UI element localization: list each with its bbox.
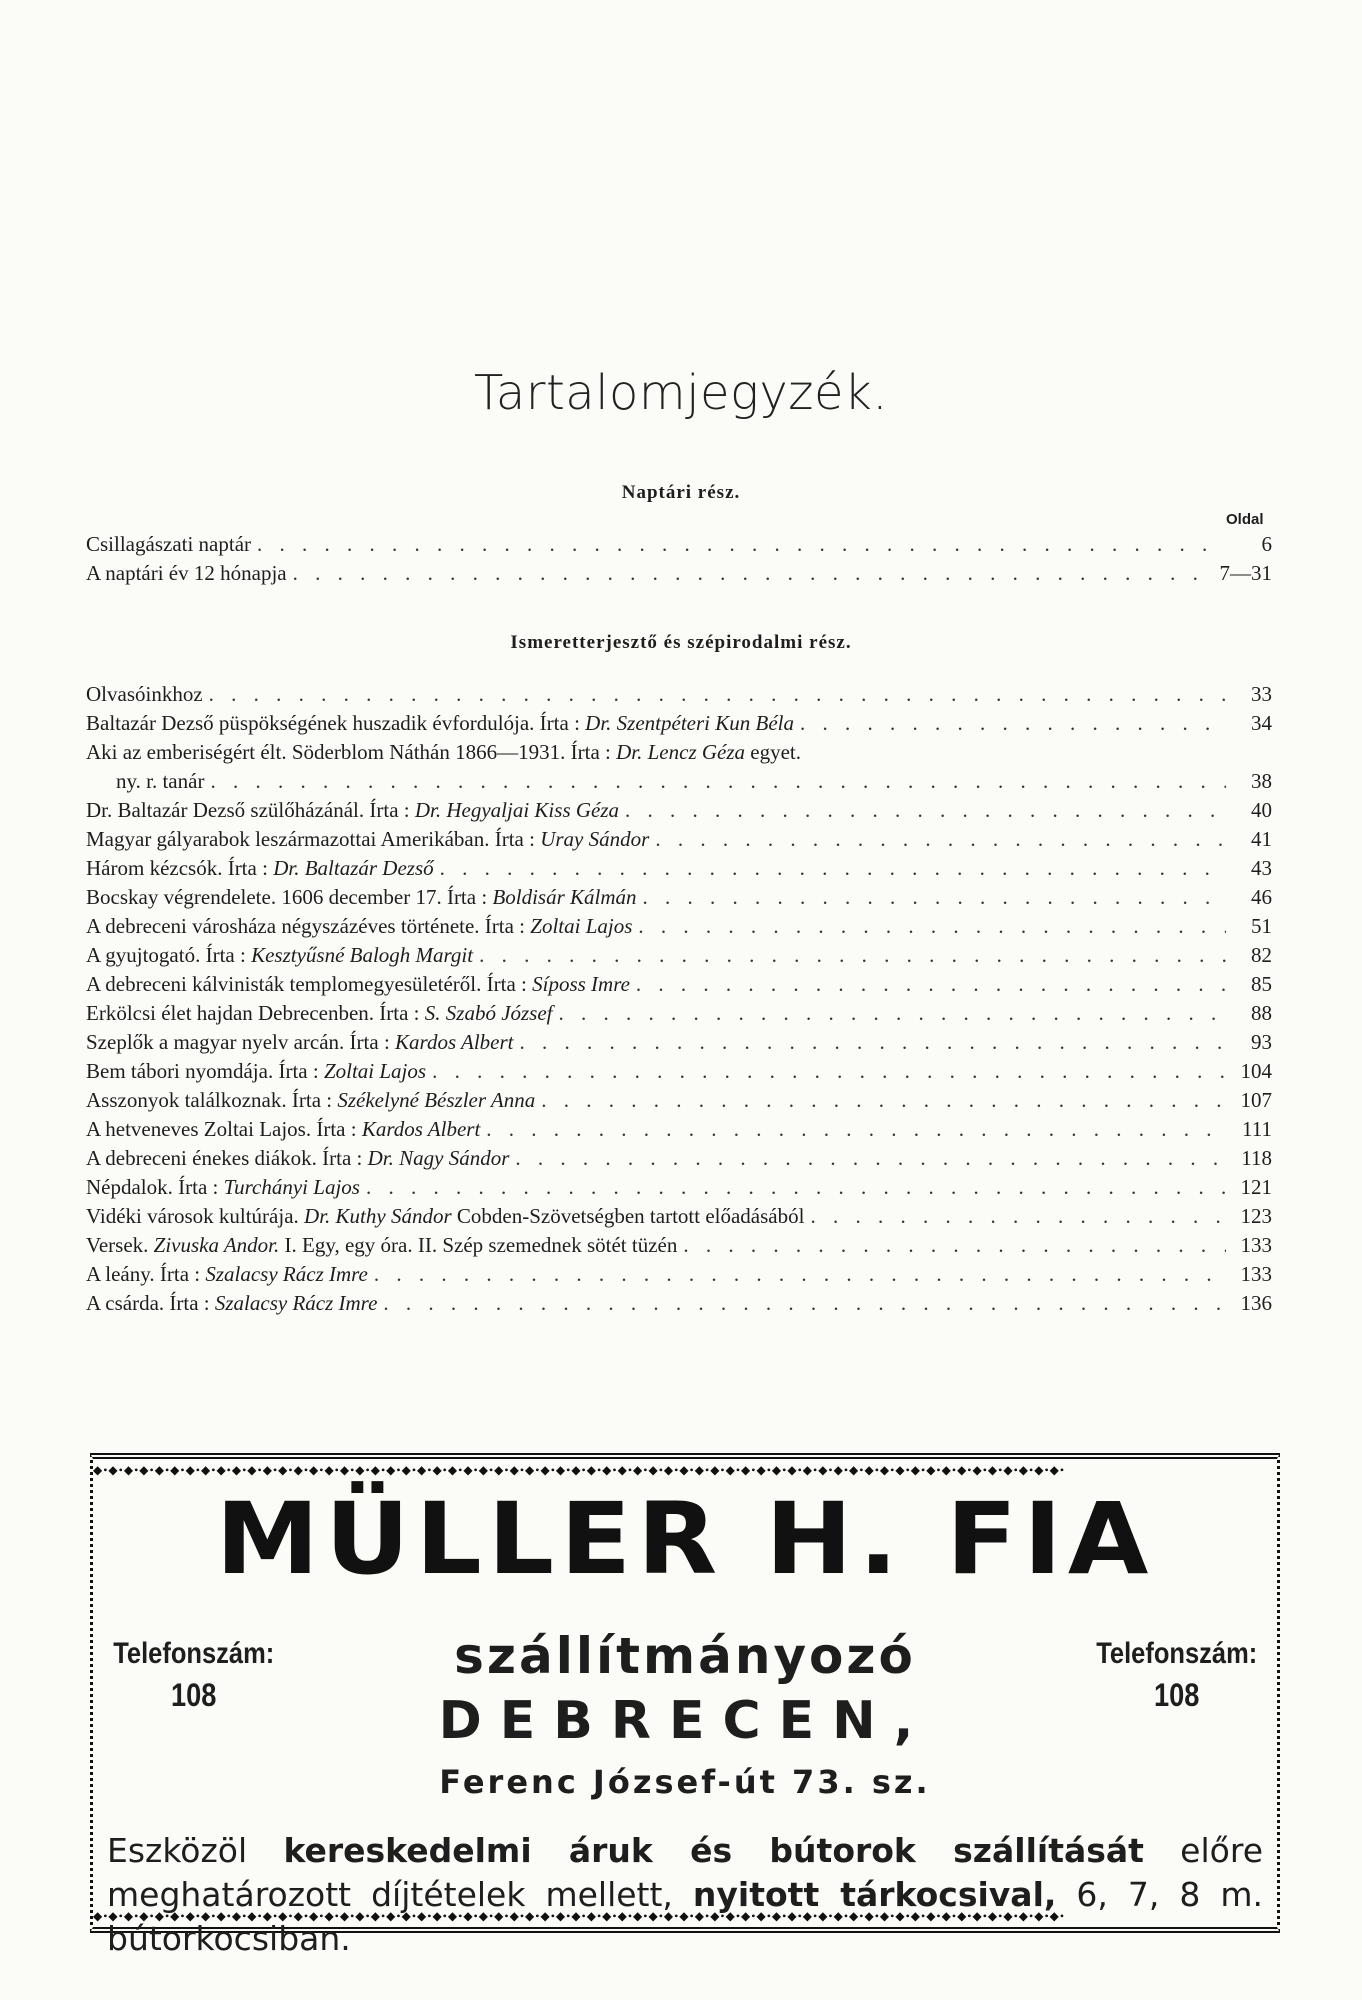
- ad-company-name: MÜLLER H. FIA: [215, 1481, 1155, 1597]
- toc-entry-author: Boldisár Kálmán: [492, 885, 637, 909]
- toc-entry-title: Népdalok. Írta : Turchányi Lajos: [86, 1175, 360, 1199]
- toc-entry-title: Erkölcsi élet hajdan Debrecenben. Írta : S. Szabó József: [86, 1001, 553, 1025]
- toc-leader-dots: [519, 1030, 1226, 1055]
- toc-entry: [86, 561, 1272, 590]
- toc-entry-page: 51: [1251, 914, 1272, 938]
- toc-entry: [86, 682, 1272, 711]
- toc-entry-page: 40: [1251, 798, 1272, 822]
- page-column-label: Oldal: [1226, 511, 1264, 528]
- toc-entry-author: Kardos Albert: [361, 1117, 481, 1141]
- toc-entry: [86, 972, 1272, 1001]
- toc-calendar: [86, 532, 1272, 590]
- section-heading-calendar: Naptári rész.: [621, 482, 741, 503]
- toc-literary: [86, 682, 1272, 1320]
- toc-entry-title: ny. r. tanár: [116, 769, 205, 793]
- toc-entry-author: Zoltai Lajos: [323, 1059, 427, 1083]
- toc-entry-title: Vidéki városok kultúrája. Dr. Kuthy Sándor Cobden-Szövetségben tartott előadásából: [86, 1204, 805, 1228]
- toc-entry-title: Bocskay végrendelete. 1606 december 17. Írta : Boldisár Kálmán: [86, 885, 637, 909]
- toc-entry-page: 85: [1251, 972, 1272, 996]
- toc-entry: [86, 532, 1272, 561]
- toc-leader-dots: [293, 561, 1214, 586]
- toc-entry-author: Uray Sándor: [540, 827, 650, 851]
- toc-entry: [86, 1291, 1272, 1320]
- ad-border-top: ◆•◆•◆•◆•◆•◆•◆•◆•◆•◆•◆•◆•◆•◆•◆•◆•◆•◆•◆•◆•◆•◆•◆•◆•◆•◆•◆•◆•◆•◆•◆•◆•◆•◆•◆•◆•◆•◆•◆•◆•◆•◆•◆•◆•◆•◆•◆•◆•◆•◆•◆•◆•◆•◆•◆•◆•◆•◆•◆•◆•◆•◆•◆•: [93, 1463, 1066, 1477]
- toc-leader-dots: [257, 532, 1226, 557]
- toc-leader-dots: [432, 1059, 1226, 1084]
- toc-entry: [86, 711, 1272, 740]
- toc-entry-title: A debreceni kálvinisták templomegyesületéről. Írta : Síposs Imre: [86, 972, 630, 996]
- ad-address: Ferenc József-út 73. sz.: [439, 1763, 931, 1801]
- toc-entry-title: Versek. Zivuska Andor. I. Egy, egy óra. II. Szép szemednek sötét tüzén: [86, 1233, 678, 1257]
- toc-leader-dots: [800, 711, 1226, 736]
- toc-leader-dots: [486, 1117, 1226, 1142]
- toc-leader-dots: [810, 1204, 1226, 1229]
- toc-entry: [86, 1233, 1272, 1262]
- toc-entry-page: 82: [1251, 943, 1272, 967]
- toc-entry: [86, 769, 1272, 798]
- toc-entry-page: 107: [1240, 1088, 1272, 1112]
- ad-phone-label: Telefonszám:: [1095, 1637, 1257, 1670]
- toc-entry-title: Dr. Baltazár Dezső szülőházánál. Írta : Dr. Hegyaljai Kiss Géza: [86, 798, 620, 822]
- toc-entry-title: A csárda. Írta : Szalacsy Rácz Imre: [86, 1291, 378, 1315]
- toc-entry: [86, 827, 1272, 856]
- ad-trade: szállítmányozó: [454, 1627, 916, 1685]
- advertisement: [90, 1453, 1280, 1958]
- ad-phone-number: 108: [1153, 1677, 1199, 1713]
- toc-leader-dots: [479, 943, 1226, 968]
- toc-leader-dots: [625, 798, 1226, 823]
- toc-entry-page: 104: [1240, 1059, 1272, 1083]
- toc-entry-title: A leány. Írta : Szalacsy Rácz Imre: [86, 1262, 368, 1286]
- toc-leader-dots: [643, 885, 1226, 910]
- toc-entry-page: 123: [1240, 1204, 1272, 1228]
- toc-entry-author: Turchányi Lajos: [223, 1175, 360, 1199]
- ad-offer: Eszközöl kereskedelmi áruk és bútorok szállítását előre meghatározott díjtételek mellett, nyitott tárkocsival, 6, 7, 8 m. bútorkocsiban.: [107, 1831, 1264, 1958]
- toc-entry-page: 33: [1251, 682, 1272, 706]
- toc-entry: [86, 914, 1272, 943]
- toc-leader-dots: [383, 1291, 1226, 1316]
- toc-entry: [86, 1001, 1272, 1030]
- toc-leader-dots: [655, 827, 1226, 852]
- toc-leader-dots: [683, 1233, 1226, 1258]
- toc-entry-author: Zoltai Lajos: [530, 914, 633, 938]
- page-title: Tartalomjegyzék.: [473, 365, 889, 421]
- toc-entry: [86, 856, 1272, 885]
- toc-entry-page: 93: [1251, 1030, 1272, 1054]
- toc-entry: [86, 1117, 1272, 1146]
- toc-entry-author: Szalacsy Rácz Imre: [205, 1262, 368, 1286]
- toc-entry-title: Bem tábori nyomdája. Írta : Zoltai Lajos: [86, 1059, 427, 1083]
- toc-entry-page: 133: [1240, 1233, 1272, 1257]
- toc-entry: [86, 1175, 1272, 1204]
- toc-entry-author: Dr. Lencz Géza: [616, 740, 746, 764]
- toc-entry: [86, 1204, 1272, 1233]
- toc-entry-page: 121: [1240, 1175, 1272, 1199]
- toc-entry-page: 118: [1241, 1146, 1272, 1170]
- toc-leader-dots: [440, 856, 1226, 881]
- toc-entry-page: 88: [1251, 1001, 1272, 1025]
- toc-entry-page: 136: [1240, 1291, 1272, 1315]
- toc-entry-author: Dr. Nagy Sándor: [367, 1146, 510, 1170]
- toc-leader-dots: [515, 1146, 1226, 1171]
- toc-entry-author: Dr. Baltazár Dezső: [273, 856, 434, 880]
- ad-phone-label: Telefonszám:: [113, 1637, 275, 1670]
- toc-entry: [86, 1059, 1272, 1088]
- toc-entry-author: Szalacsy Rácz Imre: [214, 1291, 378, 1315]
- section-heading-literary: Ismeretterjesztő és szépirodalmi rész.: [510, 632, 852, 653]
- toc-leader-dots: [374, 1262, 1226, 1287]
- toc-entry-title: Szeplők a magyar nyelv arcán. Írta : Kardos Albert: [86, 1030, 514, 1054]
- toc-entry-author: Síposs Imre: [532, 972, 630, 996]
- toc-entry-author: Dr. Kuthy Sándor: [304, 1204, 452, 1228]
- toc-entry: [86, 798, 1272, 827]
- toc-entry-title: Aki az emberiségért élt. Söderblom Náthán 1866—1931. Írta : Dr. Lencz Géza egyet.: [86, 740, 802, 764]
- toc-leader-dots: [559, 1001, 1226, 1026]
- toc-entry-page: 34: [1251, 711, 1272, 735]
- toc-entry-title: A gyujtogató. Írta : Kesztyűsné Balogh Margit: [86, 943, 474, 967]
- toc-entry: [86, 1088, 1272, 1117]
- toc-entry: [86, 740, 1272, 769]
- toc-entry-title: A naptári év 12 hónapja: [86, 561, 287, 585]
- toc-entry-page: 133: [1240, 1262, 1272, 1286]
- toc-entry-author: Dr. Szentpéteri Kun Béla: [585, 711, 794, 735]
- toc-entry-title: A debreceni énekes diákok. Írta : Dr. Nagy Sándor: [86, 1146, 510, 1170]
- toc-entry-title: Asszonyok találkoznak. Írta : Székelyné Bészler Anna: [86, 1088, 536, 1112]
- toc-entry: [86, 943, 1272, 972]
- toc-entry: [86, 885, 1272, 914]
- toc-entry-title: Három kézcsók. Írta : Dr. Baltazár Dezső: [86, 856, 434, 880]
- toc-entry-page: 7—31: [1219, 561, 1272, 585]
- toc-entry-title: A debreceni városháza négyszázéves története. Írta : Zoltai Lajos: [86, 914, 633, 938]
- toc-leader-dots: [638, 914, 1226, 939]
- toc-entry-author: Kardos Albert: [395, 1030, 514, 1054]
- toc-entry-author: Kesztyűsné Balogh Margit: [251, 943, 474, 967]
- toc-entry-page: 38: [1251, 769, 1272, 793]
- toc-entry: [86, 1146, 1272, 1175]
- toc-entry-title: Olvasóinkhoz: [86, 682, 203, 706]
- toc-entry-author: Dr. Hegyaljai Kiss Géza: [414, 798, 620, 822]
- toc-entry-title: Magyar gályarabok leszármazottai Amerikában. Írta : Uray Sándor: [86, 827, 650, 851]
- ad-phone-number: 108: [171, 1677, 217, 1713]
- toc-leader-dots: [210, 769, 1226, 794]
- toc-entry-title: Csillagászati naptár: [86, 532, 252, 556]
- toc-entry-page: 43: [1251, 856, 1272, 880]
- toc-entry: [86, 1262, 1272, 1291]
- toc-entry-author: Zivuska Andor.: [153, 1233, 280, 1257]
- toc-leader-dots: [541, 1088, 1226, 1113]
- ad-border-bottom: ◆•◆•◆•◆•◆•◆•◆•◆•◆•◆•◆•◆•◆•◆•◆•◆•◆•◆•◆•◆•◆•◆•◆•◆•◆•◆•◆•◆•◆•◆•◆•◆•◆•◆•◆•◆•◆•◆•◆•◆•◆•◆•◆•◆•◆•◆•◆•◆•◆•◆•◆•◆•◆•◆•◆•◆•◆•◆•◆•◆•◆•◆•◆•: [93, 1909, 1066, 1923]
- toc-entry-author: S. Szabó József: [424, 1001, 553, 1025]
- toc-leader-dots: [636, 972, 1226, 997]
- toc-entry-title: Baltazár Dezső püspökségének huszadik évfordulója. Írta : Dr. Szentpéteri Kun Béla: [86, 711, 794, 735]
- toc-entry-author: Székelyné Bészler Anna: [337, 1088, 536, 1112]
- toc-entry-title: A hetveneves Zoltai Lajos. Írta : Kardos Albert: [86, 1117, 481, 1141]
- toc-leader-dots: [209, 682, 1226, 707]
- toc-entry-page: 46: [1251, 885, 1272, 909]
- toc-entry-page: 111: [1242, 1117, 1272, 1141]
- toc-entry-page: 41: [1251, 827, 1272, 851]
- toc-entry: [86, 1030, 1272, 1059]
- toc-entry-page: 6: [1261, 532, 1272, 556]
- ad-city: DEBRECEN,: [438, 1691, 932, 1751]
- toc-leader-dots: [366, 1175, 1226, 1200]
